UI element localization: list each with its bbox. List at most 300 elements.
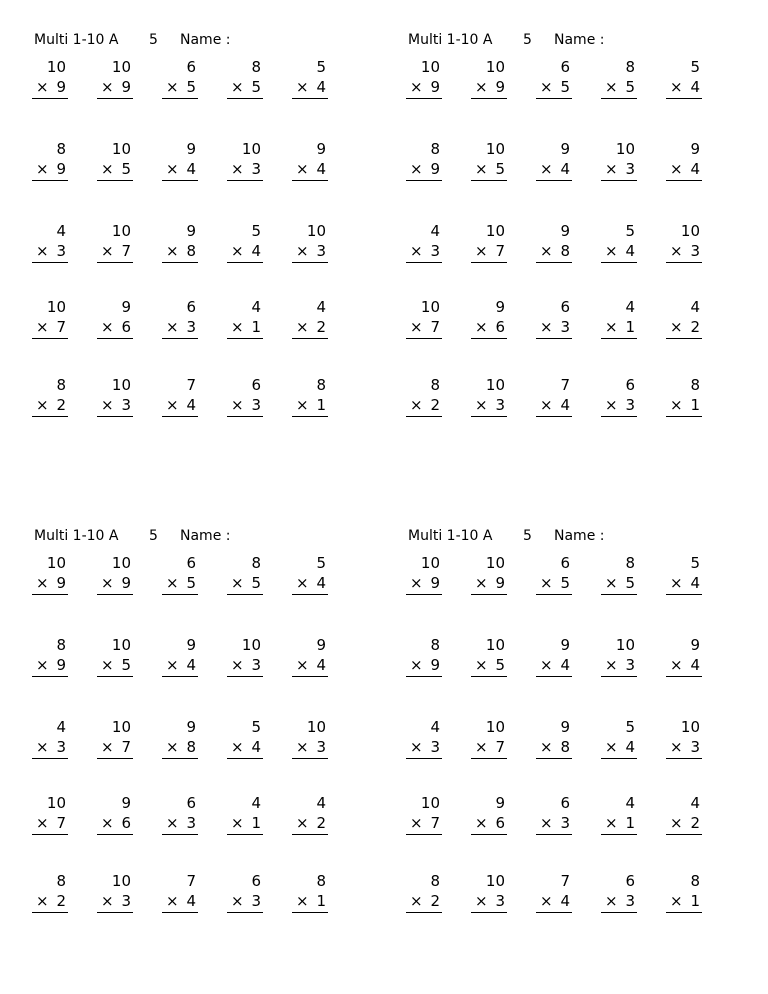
multiplication-problem	[95, 872, 141, 912]
worksheet-number: 5	[149, 528, 158, 544]
multiplication-problem	[160, 636, 206, 676]
answer-line	[162, 318, 198, 339]
answer-line	[666, 242, 702, 263]
multiplicand: 9	[690, 636, 700, 654]
multiplicand: 10	[680, 222, 700, 240]
answer-line	[601, 738, 637, 759]
multiplication-problem	[664, 636, 710, 676]
multiplicand: 9	[186, 222, 196, 240]
answer-line	[471, 318, 507, 339]
multiplier: 2	[690, 318, 700, 336]
multiplication-problem	[290, 298, 336, 338]
multiplicand: 8	[56, 636, 66, 654]
multiplication-problem	[469, 872, 515, 912]
multiplication-problem	[534, 298, 580, 338]
multiplier: 3	[560, 318, 570, 336]
multiplicand: 6	[625, 376, 635, 394]
multiplicand: 6	[251, 872, 261, 890]
multiplication-problem	[469, 298, 515, 338]
times-sign: ×	[36, 160, 49, 178]
answer-line	[32, 656, 68, 677]
multiplier: 6	[495, 814, 505, 832]
multiplication-problem	[404, 554, 450, 594]
multiplier: 3	[251, 396, 261, 414]
multiplication-problem	[95, 718, 141, 758]
worksheet-title: Multi 1-10 A	[34, 528, 119, 544]
multiplicand: 4	[316, 794, 326, 812]
times-sign: ×	[605, 160, 618, 178]
answer-line	[536, 574, 572, 595]
multiplication-problem	[469, 58, 515, 98]
worksheet	[30, 32, 350, 452]
answer-line	[292, 656, 328, 677]
multiplication-problem	[95, 554, 141, 594]
multiplicand: 9	[495, 794, 505, 812]
times-sign: ×	[475, 892, 488, 910]
answer-line	[601, 656, 637, 677]
times-sign: ×	[475, 738, 488, 756]
multiplicand: 4	[690, 794, 700, 812]
multiplicand: 5	[690, 58, 700, 76]
multiplier: 5	[251, 574, 261, 592]
problem-row	[30, 636, 350, 686]
times-sign: ×	[475, 814, 488, 832]
times-sign: ×	[231, 738, 244, 756]
multiplication-problem	[534, 872, 580, 912]
answer-line	[227, 318, 263, 339]
multiplier: 8	[186, 242, 196, 260]
times-sign: ×	[540, 78, 553, 96]
multiplication-problem	[534, 636, 580, 676]
multiplication-problem	[95, 222, 141, 262]
multiplication-problem	[404, 794, 450, 834]
multiplication-problem	[599, 554, 645, 594]
multiplier: 5	[560, 574, 570, 592]
multiplicand: 10	[111, 718, 131, 736]
multiplicand: 10	[615, 140, 635, 158]
times-sign: ×	[605, 892, 618, 910]
multiplier: 3	[251, 892, 261, 910]
multiplicand: 8	[430, 636, 440, 654]
multiplicand: 6	[186, 298, 196, 316]
multiplication-problem	[95, 140, 141, 180]
problem-row	[404, 140, 724, 190]
times-sign: ×	[166, 892, 179, 910]
multiplication-problem	[30, 636, 76, 676]
multiplier: 4	[690, 656, 700, 674]
times-sign: ×	[605, 574, 618, 592]
multiplicand: 10	[46, 554, 66, 572]
multiplier: 6	[121, 814, 131, 832]
times-sign: ×	[670, 242, 683, 260]
multiplier: 4	[186, 396, 196, 414]
times-sign: ×	[475, 574, 488, 592]
answer-line	[292, 78, 328, 99]
answer-line	[601, 396, 637, 417]
times-sign: ×	[475, 242, 488, 260]
multiplication-problem	[404, 58, 450, 98]
multiplicand: 6	[560, 298, 570, 316]
multiplier: 3	[625, 656, 635, 674]
multiplier: 7	[495, 242, 505, 260]
multiplier: 3	[251, 656, 261, 674]
answer-line	[406, 78, 442, 99]
multiplier: 2	[316, 814, 326, 832]
multiplier: 4	[690, 160, 700, 178]
multiplier: 9	[430, 574, 440, 592]
times-sign: ×	[540, 242, 553, 260]
multiplier: 3	[430, 242, 440, 260]
answer-line	[601, 318, 637, 339]
multiplication-problem	[404, 718, 450, 758]
times-sign: ×	[670, 574, 683, 592]
problem-row	[30, 376, 350, 426]
name-label: Name :	[180, 528, 231, 544]
multiplier: 4	[690, 78, 700, 96]
times-sign: ×	[410, 242, 423, 260]
multiplication-problem	[534, 718, 580, 758]
multiplier: 5	[625, 574, 635, 592]
times-sign: ×	[540, 396, 553, 414]
times-sign: ×	[231, 574, 244, 592]
multiplicand: 10	[485, 58, 505, 76]
multiplication-problem	[664, 718, 710, 758]
answer-line	[536, 396, 572, 417]
answer-line	[666, 396, 702, 417]
multiplier: 3	[186, 318, 196, 336]
times-sign: ×	[231, 814, 244, 832]
multiplier: 1	[251, 318, 261, 336]
times-sign: ×	[296, 574, 309, 592]
problem-row	[30, 872, 350, 922]
answer-line	[97, 242, 133, 263]
multiplicand: 8	[690, 376, 700, 394]
multiplier: 4	[251, 738, 261, 756]
answer-line	[666, 892, 702, 913]
times-sign: ×	[670, 738, 683, 756]
multiplier: 3	[625, 892, 635, 910]
times-sign: ×	[605, 656, 618, 674]
multiplication-problem	[599, 794, 645, 834]
multiplicand: 9	[186, 718, 196, 736]
multiplicand: 7	[560, 376, 570, 394]
answer-line	[536, 242, 572, 263]
multiplicand: 10	[420, 554, 440, 572]
times-sign: ×	[166, 814, 179, 832]
multiplication-problem	[664, 554, 710, 594]
multiplier: 1	[251, 814, 261, 832]
times-sign: ×	[670, 656, 683, 674]
worksheet-number: 5	[523, 32, 532, 48]
problem-row	[404, 718, 724, 768]
answer-line	[406, 656, 442, 677]
times-sign: ×	[101, 656, 114, 674]
multiplicand: 4	[625, 794, 635, 812]
multiplicand: 10	[485, 872, 505, 890]
times-sign: ×	[296, 738, 309, 756]
multiplication-problem	[95, 58, 141, 98]
multiplicand: 9	[560, 222, 570, 240]
multiplier: 3	[56, 242, 66, 260]
answer-line	[97, 396, 133, 417]
multiplicand: 8	[625, 554, 635, 572]
times-sign: ×	[296, 78, 309, 96]
multiplicand: 10	[485, 222, 505, 240]
multiplication-problem	[225, 298, 271, 338]
worksheet	[30, 528, 350, 948]
problem-row	[30, 298, 350, 348]
multiplier: 6	[121, 318, 131, 336]
multiplicand: 5	[251, 222, 261, 240]
times-sign: ×	[410, 738, 423, 756]
multiplier: 3	[495, 892, 505, 910]
times-sign: ×	[231, 242, 244, 260]
times-sign: ×	[36, 318, 49, 336]
multiplicand: 9	[121, 298, 131, 316]
multiplicand: 8	[56, 140, 66, 158]
multiplier: 9	[430, 78, 440, 96]
multiplier: 1	[316, 396, 326, 414]
multiplier: 9	[121, 574, 131, 592]
answer-line	[471, 160, 507, 181]
answer-line	[227, 656, 263, 677]
problem-row	[404, 636, 724, 686]
answer-line	[32, 574, 68, 595]
multiplicand: 8	[316, 376, 326, 394]
times-sign: ×	[410, 396, 423, 414]
multiplicand: 8	[430, 376, 440, 394]
multiplicand: 10	[111, 554, 131, 572]
times-sign: ×	[540, 892, 553, 910]
multiplication-problem	[404, 636, 450, 676]
multiplication-problem	[95, 298, 141, 338]
answer-line	[292, 396, 328, 417]
multiplicand: 4	[690, 298, 700, 316]
multiplicand: 10	[420, 794, 440, 812]
times-sign: ×	[410, 656, 423, 674]
multiplication-problem	[225, 636, 271, 676]
multiplication-problem	[225, 872, 271, 912]
answer-line	[536, 892, 572, 913]
multiplier: 1	[316, 892, 326, 910]
multiplication-problem	[290, 636, 336, 676]
multiplication-problem	[225, 794, 271, 834]
times-sign: ×	[231, 318, 244, 336]
multiplicand: 10	[680, 718, 700, 736]
multiplicand: 10	[420, 298, 440, 316]
multiplicand: 10	[241, 636, 261, 654]
multiplier: 3	[625, 160, 635, 178]
multiplier: 3	[430, 738, 440, 756]
multiplication-problem	[160, 376, 206, 416]
multiplicand: 10	[111, 58, 131, 76]
multiplication-problem	[30, 872, 76, 912]
multiplier: 3	[186, 814, 196, 832]
multiplicand: 10	[241, 140, 261, 158]
multiplicand: 10	[111, 636, 131, 654]
times-sign: ×	[475, 78, 488, 96]
multiplication-problem	[290, 872, 336, 912]
multiplier: 5	[495, 160, 505, 178]
multiplier: 9	[495, 78, 505, 96]
answer-line	[292, 892, 328, 913]
multiplicand: 8	[251, 554, 261, 572]
multiplicand: 8	[56, 376, 66, 394]
multiplier: 7	[121, 242, 131, 260]
answer-line	[97, 574, 133, 595]
multiplier: 2	[690, 814, 700, 832]
answer-line	[227, 242, 263, 263]
multiplication-problem	[290, 794, 336, 834]
multiplicand: 4	[56, 222, 66, 240]
multiplication-problem	[290, 718, 336, 758]
multiplier: 5	[560, 78, 570, 96]
multiplication-problem	[225, 140, 271, 180]
times-sign: ×	[36, 892, 49, 910]
multiplier: 9	[56, 160, 66, 178]
multiplicand: 6	[560, 794, 570, 812]
answer-line	[601, 78, 637, 99]
multiplier: 4	[625, 738, 635, 756]
multiplicand: 9	[560, 140, 570, 158]
multiplication-problem	[599, 636, 645, 676]
multiplier: 1	[625, 814, 635, 832]
times-sign: ×	[166, 396, 179, 414]
times-sign: ×	[475, 318, 488, 336]
multiplication-problem	[95, 794, 141, 834]
multiplicand: 5	[316, 58, 326, 76]
multiplication-problem	[534, 794, 580, 834]
multiplicand: 10	[111, 222, 131, 240]
times-sign: ×	[670, 160, 683, 178]
multiplicand: 7	[560, 872, 570, 890]
multiplication-problem	[404, 222, 450, 262]
times-sign: ×	[166, 738, 179, 756]
times-sign: ×	[605, 396, 618, 414]
answer-line	[227, 396, 263, 417]
multiplier: 5	[495, 656, 505, 674]
multiplicand: 6	[186, 794, 196, 812]
problem-row	[404, 554, 724, 604]
answer-line	[292, 242, 328, 263]
times-sign: ×	[410, 78, 423, 96]
problem-row	[30, 554, 350, 604]
multiplier: 8	[560, 242, 570, 260]
answer-line	[162, 396, 198, 417]
answer-line	[97, 160, 133, 181]
answer-line	[536, 738, 572, 759]
answer-line	[536, 160, 572, 181]
multiplier: 1	[690, 396, 700, 414]
worksheet	[404, 528, 724, 948]
multiplication-problem	[30, 554, 76, 594]
multiplier: 9	[56, 78, 66, 96]
multiplicand: 9	[690, 140, 700, 158]
answer-line	[227, 78, 263, 99]
answer-line	[32, 396, 68, 417]
multiplication-problem	[599, 222, 645, 262]
worksheet-number: 5	[149, 32, 158, 48]
multiplication-problem	[469, 222, 515, 262]
worksheet-number: 5	[523, 528, 532, 544]
times-sign: ×	[231, 160, 244, 178]
times-sign: ×	[605, 738, 618, 756]
times-sign: ×	[101, 78, 114, 96]
times-sign: ×	[36, 242, 49, 260]
times-sign: ×	[36, 396, 49, 414]
answer-line	[162, 892, 198, 913]
answer-line	[406, 318, 442, 339]
multiplier: 7	[495, 738, 505, 756]
multiplication-problem	[30, 718, 76, 758]
times-sign: ×	[166, 656, 179, 674]
answer-line	[406, 160, 442, 181]
answer-line	[471, 396, 507, 417]
answer-line	[471, 656, 507, 677]
multiplication-problem	[599, 298, 645, 338]
worksheet	[404, 32, 724, 452]
multiplier: 4	[560, 396, 570, 414]
multiplication-problem	[225, 718, 271, 758]
multiplicand: 4	[56, 718, 66, 736]
multiplicand: 6	[186, 554, 196, 572]
multiplier: 4	[316, 160, 326, 178]
times-sign: ×	[410, 160, 423, 178]
answer-line	[536, 78, 572, 99]
multiplicand: 10	[111, 872, 131, 890]
multiplier: 3	[690, 242, 700, 260]
name-label: Name :	[554, 528, 605, 544]
multiplication-problem	[534, 376, 580, 416]
multiplication-problem	[30, 298, 76, 338]
times-sign: ×	[670, 318, 683, 336]
multiplication-problem	[160, 554, 206, 594]
answer-line	[601, 160, 637, 181]
multiplicand: 5	[625, 222, 635, 240]
multiplier: 2	[430, 892, 440, 910]
multiplication-problem	[534, 554, 580, 594]
multiplier: 2	[316, 318, 326, 336]
multiplicand: 10	[46, 298, 66, 316]
multiplication-problem	[599, 718, 645, 758]
answer-line	[32, 814, 68, 835]
answer-line	[536, 814, 572, 835]
multiplication-problem	[290, 222, 336, 262]
answer-line	[666, 574, 702, 595]
answer-line	[97, 814, 133, 835]
answer-line	[292, 574, 328, 595]
answer-line	[471, 574, 507, 595]
multiplier: 5	[625, 78, 635, 96]
answer-line	[97, 738, 133, 759]
multiplication-problem	[469, 794, 515, 834]
times-sign: ×	[101, 160, 114, 178]
times-sign: ×	[166, 318, 179, 336]
problem-row	[30, 222, 350, 272]
answer-line	[601, 814, 637, 835]
multiplication-problem	[404, 298, 450, 338]
times-sign: ×	[296, 892, 309, 910]
answer-line	[601, 892, 637, 913]
times-sign: ×	[296, 656, 309, 674]
multiplicand: 10	[485, 636, 505, 654]
answer-line	[292, 318, 328, 339]
answer-line	[292, 738, 328, 759]
multiplier: 4	[690, 574, 700, 592]
multiplier: 7	[430, 318, 440, 336]
answer-line	[32, 892, 68, 913]
times-sign: ×	[605, 78, 618, 96]
